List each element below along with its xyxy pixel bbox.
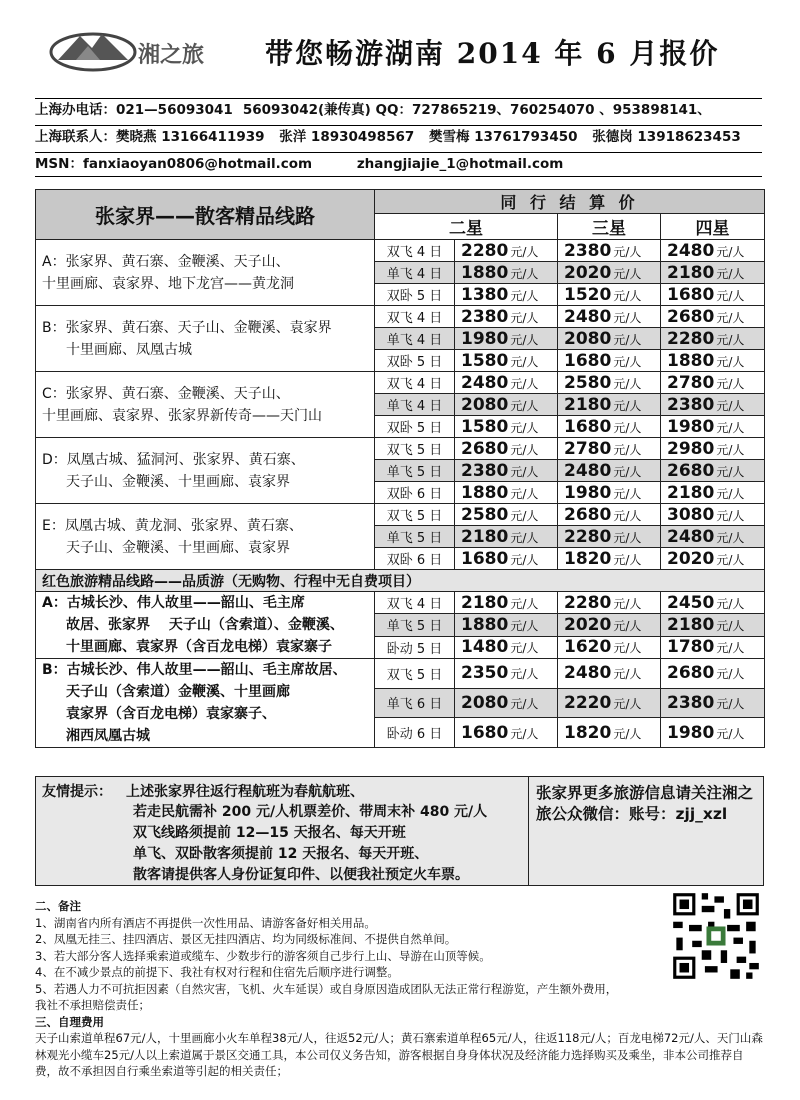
price-value: 2380 xyxy=(461,460,509,481)
price-value: 2280 xyxy=(667,328,715,349)
price-unit: 元/人 xyxy=(613,288,642,303)
price-cell xyxy=(455,262,558,284)
price-cell xyxy=(661,636,765,658)
price-cell xyxy=(558,328,661,350)
trip-type: 双飞 5 日 xyxy=(375,438,455,460)
note-item: 4、在不减少景点的前提下、我社有权对行程和住宿先后顺序进行调整。 xyxy=(35,965,399,979)
price-unit: 元/人 xyxy=(613,376,642,391)
price-value: 1680 xyxy=(564,350,612,371)
page-title: 带您畅游湖南 2014 年 6 月报价 xyxy=(265,37,720,70)
price-unit: 元/人 xyxy=(613,596,642,611)
msn-1: MSN：fanxiaoyan0806@hotmail.com xyxy=(35,156,313,172)
price-unit: 元/人 xyxy=(510,310,539,325)
price-value: 1780 xyxy=(667,637,715,658)
price-unit: 元/人 xyxy=(716,442,745,457)
price-cell xyxy=(661,350,765,372)
price-cell xyxy=(455,504,558,526)
price-unit: 元/人 xyxy=(716,288,745,303)
price-value: 2380 xyxy=(667,692,715,713)
price-unit: 元/人 xyxy=(510,726,539,741)
price-unit: 元/人 xyxy=(510,618,539,633)
tips-left xyxy=(36,777,529,885)
price-unit: 元/人 xyxy=(716,667,745,682)
price-cell xyxy=(661,438,765,460)
notes-title: 二、备注 xyxy=(35,899,81,913)
price-cell xyxy=(455,718,558,748)
fees-text: 天子山索道单程67元/人，十里画廊小火车单程38元/人，往返52元/人；黄石寨索道单程65元/人，往返118元/人；百龙电梯72元/人、天门山森林观光小缆车25元/人以上索道属于景区交通工具，本公司仅义务告知，游客根据自身身体状况及经济能力选择购买及乘坐，非本公司推荐自费，故不承担因自行乘坐索道等引起的相关责任； xyxy=(35,1031,763,1078)
route-name-line: 十里画廊、袁家界、张家界新传奇——天门山 xyxy=(42,407,322,424)
trip-type: 双飞 4 日 xyxy=(375,592,455,614)
price-value: 2450 xyxy=(667,592,715,613)
price-value: 2480 xyxy=(564,663,612,684)
price-unit: 元/人 xyxy=(613,641,642,656)
trip-type: 双飞 4 日 xyxy=(375,306,455,328)
price-cell xyxy=(455,526,558,548)
price-unit: 元/人 xyxy=(613,332,642,347)
price-unit: 元/人 xyxy=(510,354,539,369)
price-value: 2220 xyxy=(564,692,612,713)
price-unit: 元/人 xyxy=(510,696,539,711)
price-unit: 元/人 xyxy=(510,288,539,303)
fax-qq: 56093042(兼传真) QQ：727865219、760254070 、953898141、 xyxy=(242,102,711,118)
price-unit: 元/人 xyxy=(613,266,642,281)
route-name-line: 十里画廊、袁家界、地下龙宫——黄龙洞 xyxy=(42,275,294,292)
price-value: 2680 xyxy=(667,306,715,327)
table-row xyxy=(36,592,765,614)
table-row xyxy=(36,240,765,262)
price-unit: 元/人 xyxy=(613,464,642,479)
route-name-line: 十里画廊、袁家界（含百龙电梯）袁家寨子 xyxy=(66,639,332,655)
price-value: 1380 xyxy=(461,284,509,305)
price-unit: 元/人 xyxy=(716,486,745,501)
route-name-line: 天子山（含索道）金鞭溪、十里画廊 xyxy=(66,684,290,700)
price-value: 1520 xyxy=(564,284,612,305)
price-cell xyxy=(455,372,558,394)
price-unit: 元/人 xyxy=(613,552,642,567)
price-cell xyxy=(455,614,558,636)
price-value: 1980 xyxy=(667,416,715,437)
price-cell xyxy=(455,306,558,328)
price-cell xyxy=(661,504,765,526)
trip-type: 单飞 4 日 xyxy=(375,394,455,416)
price-unit: 元/人 xyxy=(510,596,539,611)
price-value: 2480 xyxy=(461,372,509,393)
price-unit: 元/人 xyxy=(716,530,745,545)
price-value: 2180 xyxy=(461,592,509,613)
price-unit: 元/人 xyxy=(613,696,642,711)
route-name-line: 天子山、金鞭溪、十里画廊、袁家界 xyxy=(66,539,290,556)
price-value: 2680 xyxy=(564,504,612,525)
price-cell xyxy=(661,482,765,504)
price-cell xyxy=(661,592,765,614)
price-cell xyxy=(558,592,661,614)
contact-phone-line xyxy=(35,98,762,122)
price-unit: 元/人 xyxy=(510,442,539,457)
price-cell xyxy=(455,438,558,460)
section-title: 张家界——散客精品线路 xyxy=(36,190,375,240)
trip-type: 双卧 5 日 xyxy=(375,350,455,372)
price-cell xyxy=(455,460,558,482)
price-cell xyxy=(558,262,661,284)
price-value: 1580 xyxy=(461,416,509,437)
price-cell xyxy=(661,614,765,636)
price-value: 1980 xyxy=(564,482,612,503)
price-unit: 元/人 xyxy=(716,552,745,567)
price-unit: 元/人 xyxy=(510,244,539,259)
price-cell xyxy=(558,482,661,504)
price-value: 2680 xyxy=(461,438,509,459)
trip-type: 卧动 6 日 xyxy=(375,718,455,748)
price-unit: 元/人 xyxy=(613,310,642,325)
price-unit: 元/人 xyxy=(716,332,745,347)
price-value: 2380 xyxy=(667,394,715,415)
route-name xyxy=(36,372,375,438)
price-value: 2020 xyxy=(667,548,715,569)
qr-code-icon xyxy=(670,890,762,982)
page-header xyxy=(0,0,800,90)
price-unit: 元/人 xyxy=(716,376,745,391)
price-unit: 元/人 xyxy=(716,618,745,633)
price-unit: 元/人 xyxy=(613,486,642,501)
route-name-line: 十里画廊、凤凰古城 xyxy=(66,341,192,358)
price-cell xyxy=(455,394,558,416)
logo-text: 湘之旅 xyxy=(138,42,205,68)
price-value: 1680 xyxy=(461,722,509,743)
price-value: 2350 xyxy=(461,663,509,684)
price-unit: 元/人 xyxy=(613,398,642,413)
price-value: 1880 xyxy=(461,614,509,635)
route-name-line: A：张家界、黄石寨、金鞭溪、天子山、 xyxy=(42,253,290,270)
price-value: 2280 xyxy=(564,592,612,613)
price-cell xyxy=(661,306,765,328)
contact-person-3: 樊雪梅 13761793450 xyxy=(428,129,578,145)
price-cell xyxy=(661,688,765,718)
price-value: 2180 xyxy=(564,394,612,415)
price-value: 2180 xyxy=(461,526,509,547)
price-unit: 元/人 xyxy=(510,266,539,281)
price-value: 1680 xyxy=(461,548,509,569)
price-cell xyxy=(661,548,765,570)
trip-type: 单飞 5 日 xyxy=(375,460,455,482)
price-cell xyxy=(455,636,558,658)
price-cell xyxy=(661,659,765,689)
price-unit: 元/人 xyxy=(716,696,745,711)
price-value: 1580 xyxy=(461,350,509,371)
price-cell xyxy=(455,548,558,570)
note-item: 3、若大部分客人选择乘索道或缆车、少数步行的游客须自己步行上山、导游在山顶等候。 xyxy=(35,948,491,963)
tip-line-4: 单飞、双卧散客须提前 12 天报名、每天开班、 xyxy=(133,846,429,862)
price-cell xyxy=(661,718,765,748)
price-cell xyxy=(455,328,558,350)
contact-person-2: 张洋 18930498567 xyxy=(279,129,415,145)
trip-type: 双卧 6 日 xyxy=(375,482,455,504)
price-value: 1980 xyxy=(461,328,509,349)
price-unit: 元/人 xyxy=(716,420,745,435)
route-name-line: B：张家界、黄石寨、天子山、金鞭溪、袁家界 xyxy=(42,319,332,336)
price-unit: 元/人 xyxy=(510,464,539,479)
price-cell xyxy=(455,659,558,689)
price-value: 2180 xyxy=(667,482,715,503)
route-name xyxy=(36,659,375,748)
red-tour-header-row xyxy=(36,570,765,592)
price-unit: 元/人 xyxy=(613,354,642,369)
price-value: 2180 xyxy=(667,614,715,635)
trip-type: 单飞 4 日 xyxy=(375,262,455,284)
price-cell xyxy=(661,416,765,438)
price-value: 2480 xyxy=(667,240,715,261)
price-unit: 元/人 xyxy=(613,618,642,633)
price-value: 2180 xyxy=(667,262,715,283)
route-name-line: C：张家界、黄石寨、金鞭溪、天子山、 xyxy=(42,385,290,402)
price-value: 2020 xyxy=(564,262,612,283)
table-row xyxy=(36,438,765,460)
tip-line-1: 上述张家界往返行程航班为春航航班、 xyxy=(126,784,364,800)
route-name-line: 袁家界（含百龙电梯）袁家寨子、 xyxy=(66,706,276,722)
price-unit: 元/人 xyxy=(716,310,745,325)
route-name xyxy=(36,504,375,570)
note-item: 我社不承担赔偿责任； xyxy=(35,998,150,1012)
table-row xyxy=(36,306,765,328)
settle-price-label: 同 行 结 算 价 xyxy=(375,190,765,214)
price-unit: 元/人 xyxy=(716,266,745,281)
trip-type: 双卧 6 日 xyxy=(375,548,455,570)
wechat-info: 张家界更多旅游信息请关注湘之旅公众微信：账号：zjj_xzl xyxy=(536,784,754,823)
price-unit: 元/人 xyxy=(510,376,539,391)
price-cell xyxy=(558,718,661,748)
price-unit: 元/人 xyxy=(716,398,745,413)
price-value: 2380 xyxy=(564,240,612,261)
price-cell xyxy=(558,659,661,689)
tip-line-2: 若走民航需补 200 元/人机票差价、带周末补 480 元/人 xyxy=(133,804,488,820)
price-cell xyxy=(558,372,661,394)
price-value: 2280 xyxy=(461,240,509,261)
price-value: 1680 xyxy=(667,284,715,305)
msn-2: zhangjiajie_1@hotmail.com xyxy=(356,156,564,172)
red-tour-title: 红色旅游精品线路——品质游（无购物、行程中无自费项目） xyxy=(36,570,765,592)
price-value: 2780 xyxy=(564,438,612,459)
price-unit: 元/人 xyxy=(613,420,642,435)
note-item: 2、凤凰无挂三、挂四酒店、景区无挂四酒店、均为同级标准间、不提供自然单间。 xyxy=(35,932,457,946)
price-cell xyxy=(661,526,765,548)
price-cell xyxy=(558,614,661,636)
price-value: 1480 xyxy=(461,637,509,658)
price-value: 1820 xyxy=(564,548,612,569)
price-cell xyxy=(558,394,661,416)
price-unit: 元/人 xyxy=(510,398,539,413)
price-unit: 元/人 xyxy=(510,530,539,545)
route-name-line: B：古城长沙、伟人故里——韶山、毛主席故居、 xyxy=(42,662,347,678)
price-cell xyxy=(455,482,558,504)
price-cell xyxy=(661,328,765,350)
price-unit: 元/人 xyxy=(510,508,539,523)
price-unit: 元/人 xyxy=(613,667,642,682)
route-name-line: 湘西凤凰古城 xyxy=(66,728,150,744)
trip-type: 双卧 5 日 xyxy=(375,416,455,438)
price-value: 2780 xyxy=(667,372,715,393)
price-cell xyxy=(661,460,765,482)
price-value: 2020 xyxy=(564,614,612,635)
price-unit: 元/人 xyxy=(716,244,745,259)
route-name-line: D：凤凰古城、猛洞河、张家界、黄石寨、 xyxy=(42,451,305,468)
contact-msn-line xyxy=(35,152,762,177)
office-phone: 上海办电话：021—56093041 xyxy=(35,102,233,118)
price-value: 1820 xyxy=(564,722,612,743)
price-unit: 元/人 xyxy=(510,332,539,347)
price-unit: 元/人 xyxy=(716,354,745,369)
price-value: 1880 xyxy=(461,262,509,283)
price-unit: 元/人 xyxy=(613,726,642,741)
route-name-line: 故居、张家界 天子山（含索道）、金鞭溪、 xyxy=(66,617,344,633)
price-cell xyxy=(558,350,661,372)
col-header-3star: 三星 xyxy=(558,214,661,240)
price-cell xyxy=(661,240,765,262)
col-header-4star: 四星 xyxy=(661,214,765,240)
price-value: 1980 xyxy=(667,722,715,743)
price-cell xyxy=(661,262,765,284)
route-name xyxy=(36,438,375,504)
trip-type: 双飞 4 日 xyxy=(375,240,455,262)
route-name xyxy=(36,240,375,306)
fees-title: 三、自理费用 xyxy=(35,1014,104,1029)
col-header-2star: 二星 xyxy=(375,214,558,240)
price-value: 2480 xyxy=(564,460,612,481)
price-unit: 元/人 xyxy=(716,596,745,611)
table-row xyxy=(36,504,765,526)
price-cell xyxy=(455,592,558,614)
price-value: 1680 xyxy=(564,416,612,437)
tips-label: 友情提示： xyxy=(42,784,112,800)
price-cell xyxy=(558,438,661,460)
contact-person-1: 上海联系人：樊晓燕 13166411939 xyxy=(35,129,265,145)
tips-box xyxy=(35,776,764,886)
price-value: 2080 xyxy=(564,328,612,349)
price-unit: 元/人 xyxy=(716,508,745,523)
price-value: 2580 xyxy=(461,504,509,525)
price-cell xyxy=(558,504,661,526)
contact-person-4: 张德岗 13918623453 xyxy=(592,129,741,145)
trip-type: 单飞 5 日 xyxy=(375,614,455,636)
trip-type: 双飞 5 日 xyxy=(375,504,455,526)
price-value: 2080 xyxy=(461,394,509,415)
price-value: 2480 xyxy=(667,526,715,547)
price-cell xyxy=(558,416,661,438)
price-unit: 元/人 xyxy=(510,420,539,435)
price-cell xyxy=(558,688,661,718)
price-cell xyxy=(455,416,558,438)
price-unit: 元/人 xyxy=(510,552,539,567)
price-value: 1880 xyxy=(667,350,715,371)
price-cell xyxy=(661,394,765,416)
trip-type: 双飞 4 日 xyxy=(375,372,455,394)
route-name xyxy=(36,306,375,372)
notes-section xyxy=(35,898,665,1030)
price-cell xyxy=(455,688,558,718)
price-unit: 元/人 xyxy=(716,726,745,741)
trip-type: 单飞 5 日 xyxy=(375,526,455,548)
price-cell xyxy=(661,284,765,306)
price-value: 2980 xyxy=(667,438,715,459)
price-value: 2680 xyxy=(667,663,715,684)
tip-line-5: 散客请提供客人身份证复印件、以便我社预定火车票。 xyxy=(133,867,469,883)
price-cell xyxy=(558,526,661,548)
price-cell xyxy=(455,240,558,262)
price-table xyxy=(35,189,765,748)
price-unit: 元/人 xyxy=(716,641,745,656)
price-value: 2380 xyxy=(461,306,509,327)
price-unit: 元/人 xyxy=(510,486,539,501)
note-item: 1、湖南省内所有酒店不再提供一次性用品、请游客备好相关用品。 xyxy=(35,915,376,930)
trip-type: 单飞 4 日 xyxy=(375,328,455,350)
price-unit: 元/人 xyxy=(510,667,539,682)
price-cell xyxy=(558,284,661,306)
route-name-line: A：古城长沙、伟人故里——韶山、毛主席 xyxy=(42,595,305,611)
price-unit: 元/人 xyxy=(613,530,642,545)
contact-person-line xyxy=(35,125,762,149)
price-value: 1880 xyxy=(461,482,509,503)
tip-line-3: 双飞线路须提前 12—15 天报名、每天开班 xyxy=(133,825,406,841)
price-value: 2080 xyxy=(461,692,509,713)
price-cell xyxy=(661,372,765,394)
trip-type: 单飞 6 日 xyxy=(375,688,455,718)
trip-type: 双卧 5 日 xyxy=(375,284,455,306)
price-value: 2280 xyxy=(564,526,612,547)
price-cell xyxy=(558,548,661,570)
price-cell xyxy=(455,284,558,306)
price-unit: 元/人 xyxy=(716,464,745,479)
price-unit: 元/人 xyxy=(510,641,539,656)
price-unit: 元/人 xyxy=(613,442,642,457)
price-cell xyxy=(558,306,661,328)
table-row xyxy=(36,659,765,689)
price-value: 2680 xyxy=(667,460,715,481)
price-unit: 元/人 xyxy=(613,244,642,259)
price-value: 1620 xyxy=(564,637,612,658)
table-row xyxy=(36,372,765,394)
route-name-line: 天子山、金鞭溪、十里画廊、袁家界 xyxy=(66,473,290,490)
route-name xyxy=(36,592,375,659)
price-unit: 元/人 xyxy=(613,508,642,523)
price-cell xyxy=(558,240,661,262)
trip-type: 卧动 5 日 xyxy=(375,636,455,658)
price-cell xyxy=(558,636,661,658)
price-value: 2580 xyxy=(564,372,612,393)
trip-type: 双飞 5 日 xyxy=(375,659,455,689)
price-cell xyxy=(558,460,661,482)
price-cell xyxy=(455,350,558,372)
price-value: 2480 xyxy=(564,306,612,327)
note-item: 5、若遇人力不可抗拒因素（自然灾害，飞机、火车延误）或自身原因造成团队无法正常行程游览，产生额外费用， xyxy=(35,981,618,996)
route-name-line: E：凤凰古城、黄龙洞、张家界、黄石寨、 xyxy=(42,517,303,534)
price-value: 3080 xyxy=(667,504,715,525)
